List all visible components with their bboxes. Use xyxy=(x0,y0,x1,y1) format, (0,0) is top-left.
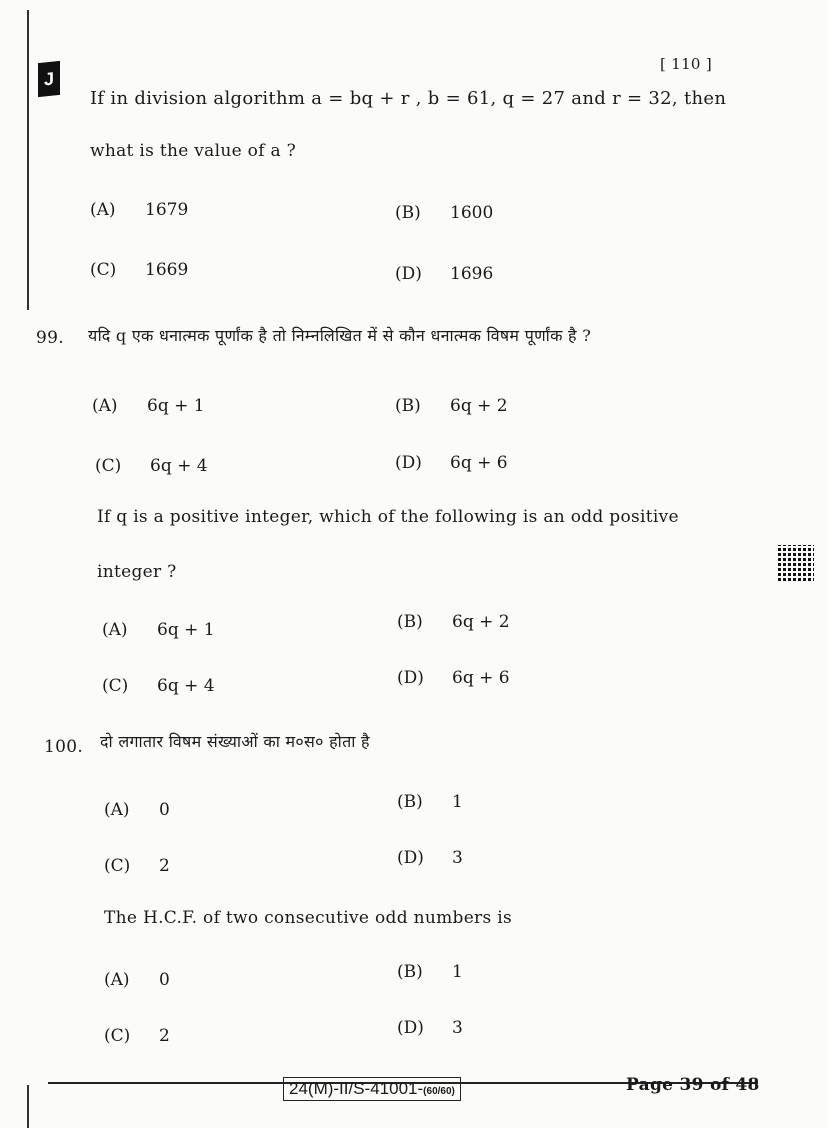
q98-option-c: (C) 1669 xyxy=(90,260,189,280)
q100-english-option-c: (C) 2 xyxy=(104,1026,170,1046)
margin-line-bottom xyxy=(27,1085,29,1128)
q100-hindi-option-a: (A) 0 xyxy=(104,800,170,820)
q100-english-option-a: (A) 0 xyxy=(104,970,170,990)
q99-hindi-option-b: (B) 6q + 2 xyxy=(395,396,508,416)
q99-english-option-b: (B) 6q + 2 xyxy=(397,612,510,632)
q99-english-line1: If q is a positive integer, which of the following is an odd positive xyxy=(97,507,679,527)
q99-english-option-d: (D) 6q + 6 xyxy=(397,668,510,688)
q100-english-text: The H.C.F. of two consecutive odd numbers is xyxy=(104,908,512,928)
q99-hindi-option-c: (C) 6q + 4 xyxy=(95,456,208,476)
q100-hindi-option-c: (C) 2 xyxy=(104,856,170,876)
q100-hindi-text: दो लगातार विषम संख्याओं का म०स० होता है xyxy=(100,732,370,751)
q99-english-option-c: (C) 6q + 4 xyxy=(102,676,215,696)
q99-english-line2: integer ? xyxy=(97,562,177,582)
margin-line-top xyxy=(27,10,29,310)
q100-english-option-d: (D) 3 xyxy=(397,1018,463,1038)
page-indicator: Page 39 of 48 xyxy=(626,1075,760,1095)
q98-text-line1: If in division algorithm a = bq + r , b = 61, q = 27 and r = 32, then xyxy=(90,88,727,109)
q98-option-a: (A) 1679 xyxy=(90,200,189,220)
q99-english-option-a: (A) 6q + 1 xyxy=(102,620,215,640)
paper-code: 24(M)-II/S-41001-(60/60) xyxy=(283,1077,461,1101)
q99-number: 99. xyxy=(36,328,64,348)
q98-text-line2: what is the value of a ? xyxy=(90,141,297,161)
q99-hindi-option-a: (A) 6q + 1 xyxy=(92,396,205,416)
set-badge: J xyxy=(38,61,60,97)
q99-hindi-option-d: (D) 6q + 6 xyxy=(395,453,508,473)
q100-number: 100. xyxy=(44,737,84,757)
qr-code-icon xyxy=(778,545,814,581)
q100-hindi-option-d: (D) 3 xyxy=(397,848,463,868)
q100-english-option-b: (B) 1 xyxy=(397,962,463,982)
page-number-top: [ 110 ] xyxy=(660,55,712,73)
q98-option-b: (B) 1600 xyxy=(395,203,494,223)
q98-option-d: (D) 1696 xyxy=(395,264,494,284)
q100-hindi-option-b: (B) 1 xyxy=(397,792,463,812)
q99-hindi-text: यदि q एक धनात्मक पूर्णांक है तो निम्नलिखित में से कौन धनात्मक विषम पूर्णांक है ? xyxy=(88,326,592,345)
